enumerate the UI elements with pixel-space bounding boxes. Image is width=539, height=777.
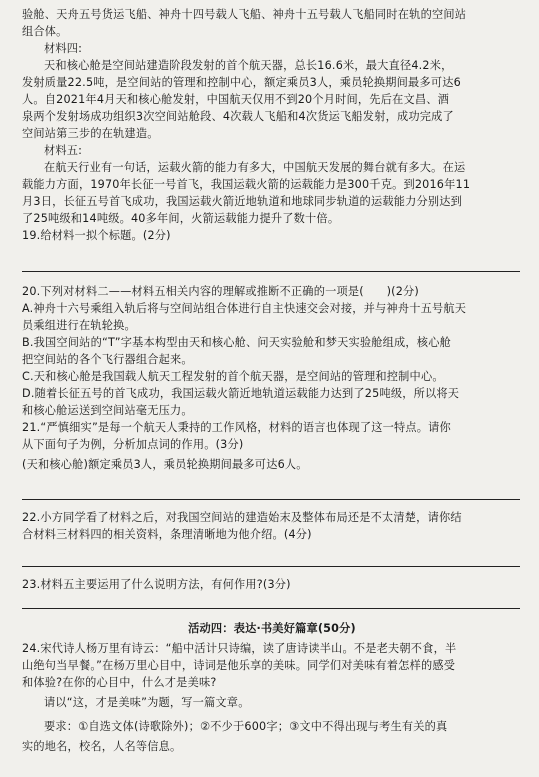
question-21: 21.“严慎细实”是每一个航天人秉持的工作风格，材料的语言也体现了这一特点。请你 — [22, 421, 451, 434]
option-b-cont: 把空间站的各个飞行器组合起来。 — [22, 353, 193, 366]
question-24-cont: 和体验?在你的心目中，什么才是美味? — [22, 676, 217, 689]
requirements: 要求：①自选文体(诗歌除外)；②不少于600字；③文中不得出现与考生有关的真 — [44, 720, 448, 733]
material-heading: 材料五: — [44, 144, 83, 157]
question-20: 20.下列对材料二——材料五相关内容的理解或推断不正确的一项是( )(2分) — [22, 285, 419, 298]
option-d-cont: 和核心舱运送到空间站毫无压力。 — [22, 404, 193, 417]
answer-line[interactable] — [22, 499, 520, 500]
text-line: 在航天行业有一句话，运载火箭的能力有多大，中国航天发展的舞台就有多大。在运 — [44, 161, 466, 174]
question-22: 22.小方同学看了材料之后，对我国空间站的建造始末及整体布局还是不太清楚，请你结 — [22, 511, 462, 524]
answer-line[interactable] — [22, 271, 520, 272]
text-line: 天和核心舱是空间站建造阶段发射的首个航天器，总长16.6米，最大直径4.2米， — [44, 59, 453, 72]
text-line: 验舱、天舟五号货运飞船、神舟十四号载人飞船、神舟十五号载人飞船同时在轨的空间站 — [22, 8, 467, 21]
quoted-sentence: (天和核心舱)额定乘员3人，乘员轮换期间最多可达6人。 — [22, 458, 308, 471]
option-b: B.我国空间站的“T”字基本构型由天和核心舱、问天实验舱和梦天实验舱组成，核心舱 — [22, 336, 451, 349]
question-21-cont: 从下面句子为例，分析加点词的作用。(3分) — [22, 438, 244, 451]
option-d: D.随着长征五号的首飞成功，我国运载火箭近地轨道运载能力达到了25吨级，所以将天 — [22, 387, 460, 400]
question-24: 24.宋代诗人杨万里有诗云：“船中活计只诗编，读了唐诗读半山。不是老夫朝不食，半 — [22, 642, 457, 655]
text-line: 人。自2021年4月天和核心舱发射，中国航天仅用不到20个月时间，先后在文昌、酒 — [22, 93, 450, 106]
text-line: 空间站第三步的在轨建造。 — [22, 127, 159, 140]
question-24-cont: 山绝句当早餐。”在杨万里心目中，诗词是他乐享的美味。同学们对美味有着怎样的感受 — [22, 659, 456, 672]
option-a-cont: 员乘组进行在轨轮换。 — [22, 319, 136, 332]
text-line: 月3日，长征五号首飞成功，我国运载火箭近地轨道和地球同步轨道的运载能力分别达到 — [22, 195, 463, 208]
text-line: 发射质量22.5吨，是空间站的管理和控制中心，额定乘员3人，乘员轮换期间最多可达6 — [22, 76, 461, 89]
option-c: C.天和核心舱是我国载人航天工程发射的首个航天器，是空间站的管理和控制中心。 — [22, 370, 444, 383]
text-line: 了25吨级和14吨级。40多年间，火箭运载能力提升了数十倍。 — [22, 212, 340, 225]
question-22-cont: 合材料三材料四的相关资料，条理清晰地为他介绍。(4分) — [22, 528, 312, 541]
activity-heading: 活动四：表达·书美好篇章(50分) — [188, 622, 356, 635]
option-a: A.神舟十六号乘组入轨后将与空间站组合体进行自主快速交会对接，并与神舟十五号航天 — [22, 302, 467, 315]
answer-line[interactable] — [22, 566, 520, 567]
question-19: 19.给材料一拟个标题。(2分) — [22, 229, 171, 242]
text-line: 载能力方面，1970年长征一号首飞，我国运载火箭的运载能力是300千克。到2016年11 — [22, 178, 471, 191]
question-23: 23.材料五主要运用了什么说明方法，有何作用?(3分) — [22, 578, 291, 591]
text-line: 组合体。 — [22, 25, 68, 38]
answer-line[interactable] — [22, 608, 520, 609]
text-line: 泉两个发射场成功组织3次空间站舱段、4次载人飞船和4次货运飞船发射，成功完成了 — [22, 110, 454, 123]
material-heading: 材料四: — [44, 42, 83, 55]
requirements-cont: 实的地名，校名，人名等信息。 — [22, 740, 182, 753]
essay-prompt: 请以“这，才是美味”为题，写一篇文章。 — [44, 696, 250, 709]
